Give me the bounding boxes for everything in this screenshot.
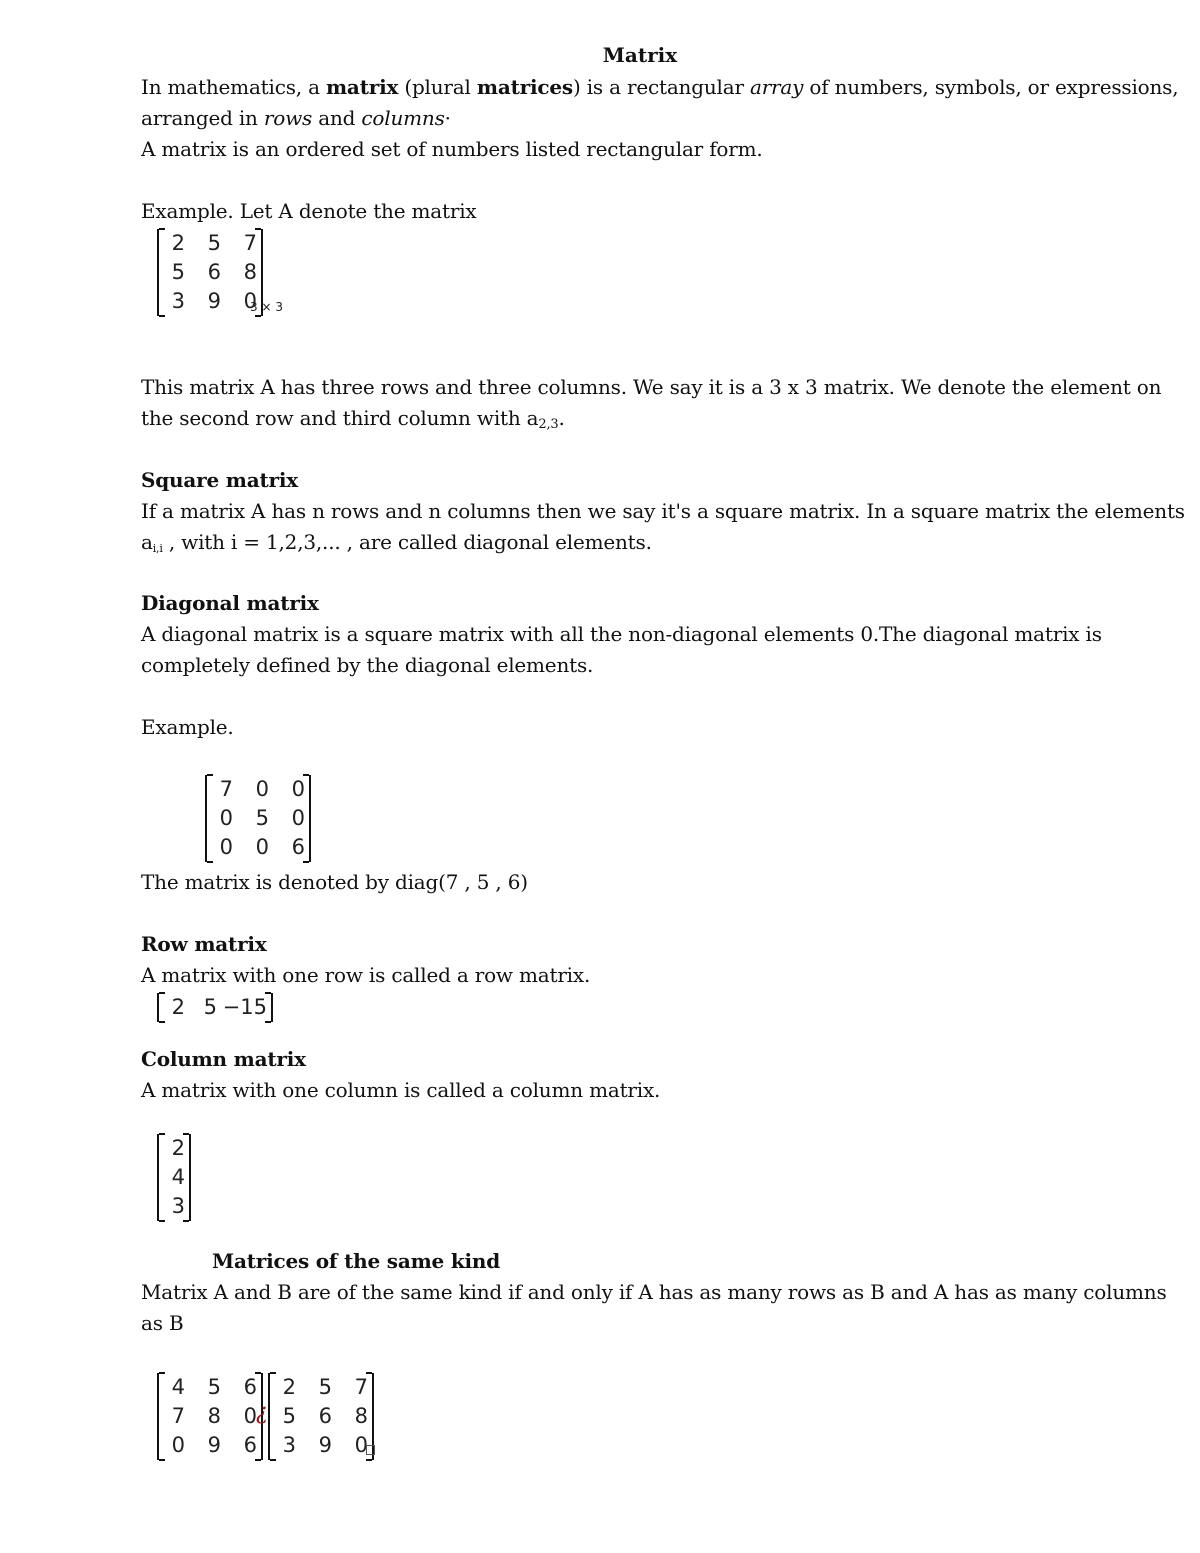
matrix-cell-r3-c2: 0 bbox=[255, 835, 269, 859]
matrix-cell-r2-c2: 6 bbox=[207, 260, 221, 284]
matrix-cell-r1-c3: 7 bbox=[354, 1375, 368, 1399]
heading-square-matrix: Square matrix bbox=[141, 468, 298, 492]
equality-glyph: ¿ bbox=[256, 1400, 268, 1425]
matrix-cell-r1-c2: 5 bbox=[207, 231, 221, 255]
intro-text: · bbox=[444, 106, 451, 130]
intro-line-2 bbox=[141, 103, 451, 134]
term-array: array bbox=[749, 75, 804, 99]
matrix-cell-r3-c1: 0 bbox=[219, 835, 233, 859]
page-title: Matrix bbox=[602, 43, 678, 67]
heading-column-matrix: Column matrix bbox=[141, 1047, 306, 1071]
row-line-1: A matrix with one row is called a row matrix. bbox=[141, 963, 591, 987]
same-kind-line-1: Matrix A and B are of the same kind if and only if A has as many rows as B and A has as many columns bbox=[141, 1280, 1167, 1304]
matrix-cell-r3-c1: 3 bbox=[282, 1433, 296, 1457]
intro-text: and bbox=[312, 106, 362, 130]
intro-line-3: A matrix is an ordered set of numbers listed rectangular form. bbox=[141, 137, 763, 161]
matrix-cell-r2-c1: 4 bbox=[171, 1165, 185, 1189]
term-columns: columns bbox=[361, 106, 445, 130]
column-line-1: A matrix with one column is called a column matrix. bbox=[141, 1078, 661, 1102]
matrix-cell-r3-c2: 9 bbox=[207, 1433, 221, 1457]
matrix-diagonal bbox=[205, 775, 311, 862]
matrix-cell-r1-c3: 6 bbox=[243, 1375, 257, 1399]
heading-row-matrix: Row matrix bbox=[141, 932, 267, 956]
explain-line-1: This matrix A has three rows and three columns. We say it is a 3 x 3 matrix. We denote the element on bbox=[141, 375, 1162, 399]
matrix-cell-r3-c1: 3 bbox=[171, 289, 185, 313]
matrix-cell-r2-c1: 0 bbox=[219, 806, 233, 830]
subscript: 2,3 bbox=[538, 417, 559, 432]
matrix-cell-r2-c1: 7 bbox=[171, 1404, 185, 1428]
explain-text: . bbox=[558, 406, 565, 430]
matrix-a bbox=[157, 1373, 263, 1460]
intro-text: ) is a rectangular bbox=[572, 75, 750, 99]
matrix-cell-r2-c2: 8 bbox=[207, 1404, 221, 1428]
intro-line-1 bbox=[141, 72, 1178, 103]
heading-same-kind: Matrices of the same kind bbox=[212, 1249, 501, 1273]
matrix-dimension-label: 3 × 3 bbox=[250, 300, 283, 314]
matrix-cell-r1-c1: 2 bbox=[171, 1136, 185, 1160]
intro-text: arranged in bbox=[141, 106, 264, 130]
same-kind-line-2: as B bbox=[141, 1311, 184, 1335]
matrix-cell-r3-c3: 0 bbox=[354, 1433, 368, 1457]
matrix-cell-r1-c2: 5 bbox=[207, 1375, 221, 1399]
example-label: Example. Let A denote the matrix bbox=[141, 199, 477, 223]
matrix-cell-r3-c3: 0 bbox=[243, 289, 257, 313]
matrix-cell-r2-c2: 5 bbox=[255, 806, 269, 830]
matrix-example-a bbox=[157, 229, 263, 316]
term-rows: rows bbox=[263, 106, 313, 130]
matrix-cell-r2-c3: 0 bbox=[291, 806, 305, 830]
square-line-2 bbox=[141, 527, 652, 564]
matrix-cell-r2-c1: 5 bbox=[171, 260, 185, 284]
intro-text: In mathematics, a bbox=[141, 75, 326, 99]
matrix-row bbox=[157, 993, 273, 1022]
matrix-cell-r1-c1: 4 bbox=[171, 1375, 185, 1399]
explain-line-2 bbox=[141, 403, 565, 440]
matrix-cell-r1-c2: 5 bbox=[203, 995, 217, 1019]
matrix-cell-r2-c1: 5 bbox=[282, 1404, 296, 1428]
matrix-cell-r3-c1: 0 bbox=[171, 1433, 185, 1457]
matrix-cell-r2-c2: 6 bbox=[318, 1404, 332, 1428]
diagonal-line-1: A diagonal matrix is a square matrix with all the non-diagonal elements 0.The diagonal matrix is bbox=[141, 622, 1102, 646]
matrix-cell-r2-c3: 8 bbox=[354, 1404, 368, 1428]
matrix-cell-r1-c1: 7 bbox=[219, 777, 233, 801]
matrix-b bbox=[268, 1373, 374, 1460]
matrix-cell-r1-c1: 2 bbox=[171, 995, 185, 1019]
matrix-cell-r1-c2: 5 bbox=[318, 1375, 332, 1399]
matrix-cell-r3-c2: 9 bbox=[318, 1433, 332, 1457]
intro-text: (plural bbox=[398, 75, 477, 99]
diagonal-example-label: Example. bbox=[141, 715, 234, 739]
matrix-cell-r3-c1: 3 bbox=[171, 1194, 185, 1218]
matrix-cell-r1-c3: 0 bbox=[291, 777, 305, 801]
matrix-cell-r1-c3: 7 bbox=[243, 231, 257, 255]
diagonal-denoted: The matrix is denoted by diag(7 , 5 , 6) bbox=[141, 870, 528, 894]
missing-glyph-box bbox=[366, 1445, 375, 1455]
matrix-cell-r1-c2: 0 bbox=[255, 777, 269, 801]
intro-text: of numbers, symbols, or expressions, bbox=[803, 75, 1179, 99]
matrix-cell-r2-c3: 0 bbox=[243, 1404, 257, 1428]
matrix-cell-r1-c3: −15 bbox=[222, 995, 267, 1019]
matrix-cell-r1-c1: 2 bbox=[282, 1375, 296, 1399]
square-text: a bbox=[141, 530, 153, 554]
matrix-cell-r1-c1: 2 bbox=[171, 231, 185, 255]
matrix-cell-r3-c2: 9 bbox=[207, 289, 221, 313]
matrix-cell-r3-c3: 6 bbox=[291, 835, 305, 859]
explain-text: the second row and third column with a bbox=[141, 406, 539, 430]
matrix-column bbox=[157, 1134, 191, 1221]
square-line-1: If a matrix A has n rows and n columns then we say it's a square matrix. In a square matrix the elements bbox=[141, 499, 1185, 523]
square-text: , with i = 1,2,3,... , are called diagonal elements. bbox=[162, 530, 652, 554]
matrix-cell-r3-c3: 6 bbox=[243, 1433, 257, 1457]
heading-diagonal-matrix: Diagonal matrix bbox=[141, 591, 319, 615]
matrix-cell-r2-c3: 8 bbox=[243, 260, 257, 284]
diagonal-line-2: completely defined by the diagonal elements. bbox=[141, 653, 594, 677]
subscript: i,i bbox=[152, 542, 163, 555]
term-matrix: matrix bbox=[325, 75, 399, 99]
term-matrices: matrices bbox=[476, 75, 573, 99]
